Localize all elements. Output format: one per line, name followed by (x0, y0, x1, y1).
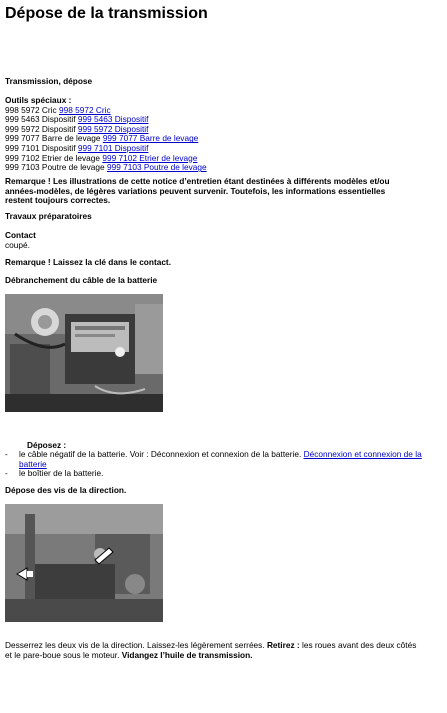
contact-value: coupé. (5, 239, 30, 250)
document-page (5, 4, 441, 660)
final-part-2: Retirez : (266, 640, 300, 650)
tools-heading: Outils spéciaux : (5, 95, 72, 105)
tool-text: 999 7101 Dispositif (5, 142, 76, 153)
tool-link[interactable]: 999 7103 Poutre de levage (106, 162, 207, 173)
tool-text: 999 5972 Dispositif (5, 123, 76, 134)
remark-illustrations: Remarque ! Les illustrations de cette notice d’entretien étant destinées à différents modèles et/ou années-modèles, de légères variations peuvent survenir. Toutefois, les informations essentielles restent toujours correctes. (5, 176, 390, 206)
final-instructions (5, 641, 417, 660)
steering-photo (5, 504, 163, 622)
deposez-item-1: le câble négatif de la batterie. Voir : Déconnexion et connexion de la batterie. (19, 449, 302, 459)
list-item: - le câble négatif de la batterie. Voir : Déconnexion et connexion de la batterie. Déconnexion et connexion de la batterie (5, 449, 422, 469)
final-part-4: Vidangez l’huile de transmission. (121, 649, 253, 660)
tool-text: 999 7077 Barre de levage (5, 133, 101, 144)
prep-heading: Travaux préparatoires (5, 211, 92, 221)
tool-link[interactable]: 999 5463 Dispositif (77, 114, 149, 125)
deposez-label: Déposez : (27, 440, 67, 450)
tool-link[interactable]: 999 7102 Etrier de levage (102, 152, 198, 163)
deposez-item-2: le boîtier de la batterie. (19, 468, 104, 479)
tool-item (5, 163, 441, 173)
contact-label: Contact (5, 230, 36, 240)
special-tools (5, 96, 441, 173)
battery-heading: Débranchement du câble de la batterie (5, 275, 158, 285)
tool-link[interactable]: 998 5972 Cric (58, 104, 111, 115)
final-part-3: les roues avant des deux côtés et le pare-boue sous le moteur. (5, 640, 417, 660)
tool-link[interactable]: 999 5972 Dispositif (77, 123, 149, 134)
remark-key: Remarque ! Laissez la clé dans le contact. (5, 257, 172, 267)
tool-link[interactable]: 999 7101 Dispositif (77, 142, 149, 153)
battery-disconnect-link[interactable]: Déconnexion et connexion de la batterie (19, 449, 422, 469)
list-item: - le boîtier de la batterie. (5, 468, 104, 479)
steering-heading: Dépose des vis de la direction. (5, 485, 127, 495)
battery-photo (5, 294, 163, 412)
tool-text: 999 7103 Poutre de levage (5, 162, 105, 173)
tool-text: 998 5972 Cric (5, 104, 57, 115)
section-subtitle: Transmission, dépose (5, 76, 93, 86)
final-part-1: Desserrez les deux vis de la direction. Laissez-les légèrement serrées. (5, 640, 265, 650)
tool-text: 999 7102 Etrier de levage (5, 152, 101, 163)
tool-link[interactable]: 999 7077 Barre de levage (102, 133, 199, 144)
tool-text: 999 5463 Dispositif (5, 114, 76, 125)
page-title: Dépose de la transmission (5, 5, 208, 22)
